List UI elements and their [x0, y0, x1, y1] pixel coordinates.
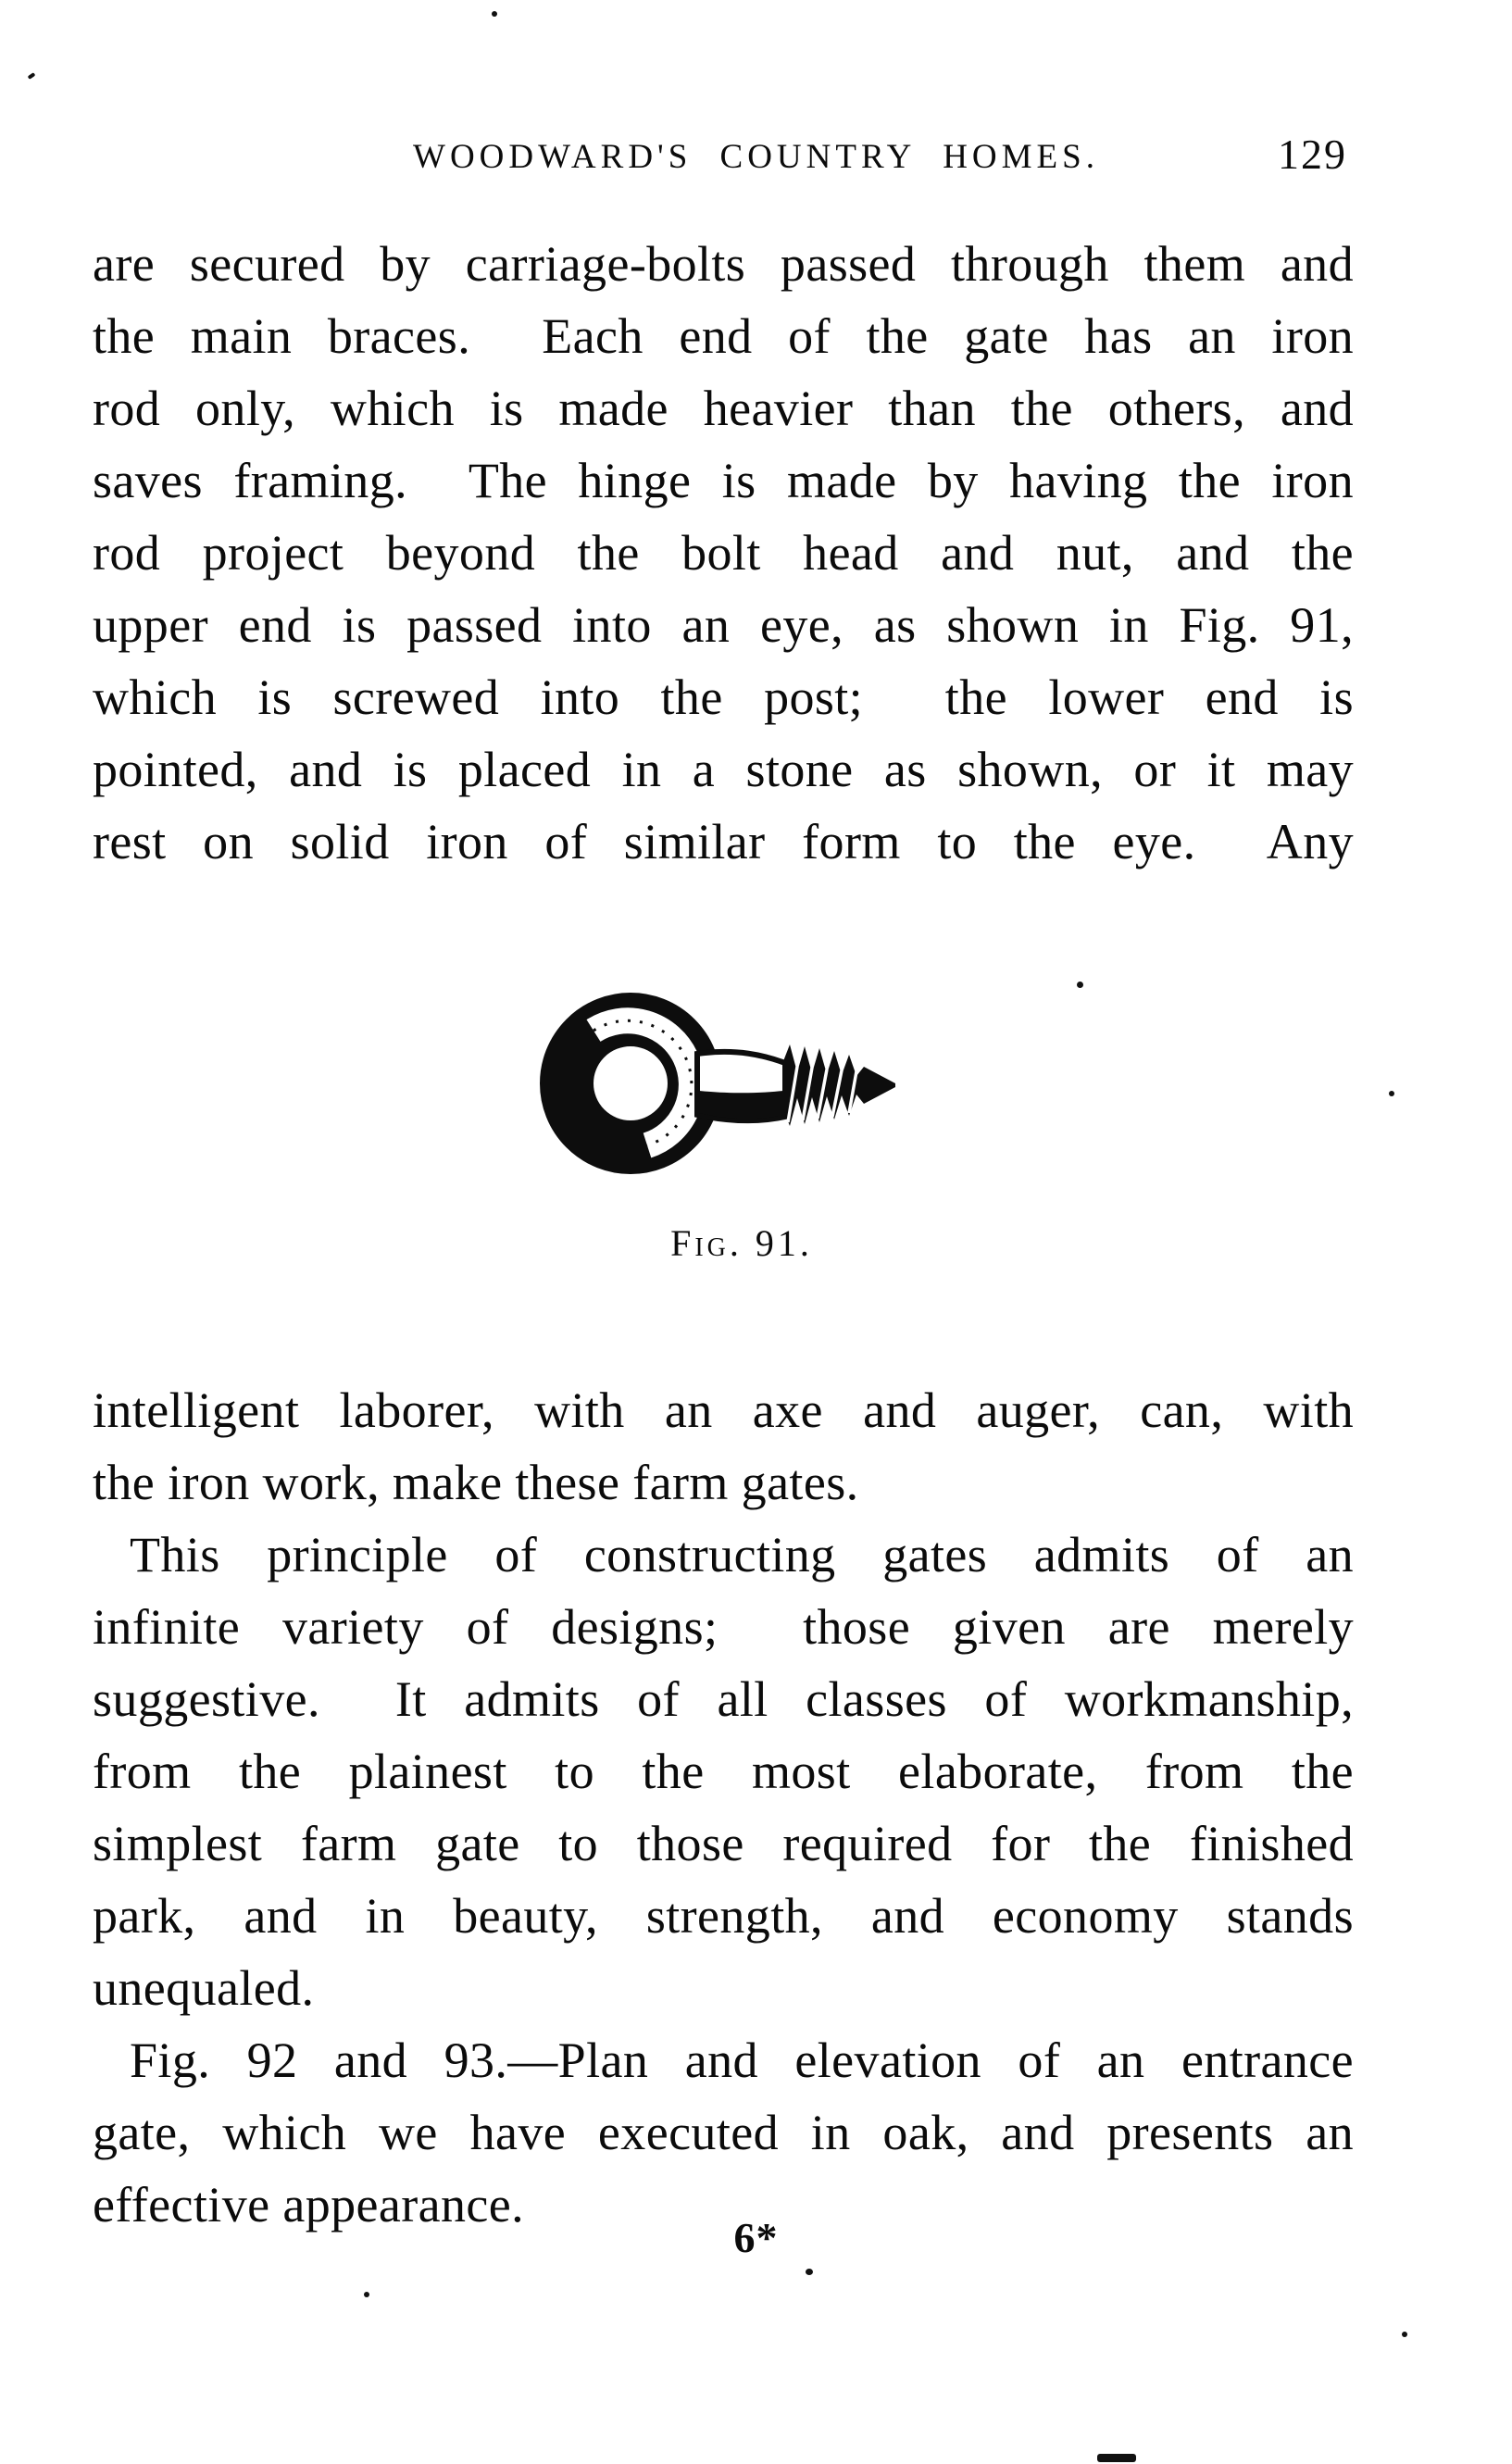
text-line: park, and in beauty, strength, and economy stands [93, 1888, 1354, 1944]
scan-speck [28, 72, 36, 80]
text-line: pointed, and is placed in a stone as shown, or it may [93, 742, 1354, 797]
figure [93, 982, 1354, 1280]
scan-speck [1402, 2332, 1407, 2337]
screw-eye-icon [538, 982, 908, 1185]
figure-caption: Fig. 91. [670, 1222, 813, 1264]
text-line: intelligent laborer, with an axe and auger, can, with [93, 1382, 1354, 1438]
text-line: rod project beyond the bolt head and nut, and the [93, 525, 1354, 581]
text-line: rest on solid iron of similar form to the eye. Any [93, 814, 1354, 869]
text-line: the iron work, make these farm gates. [93, 1455, 859, 1510]
text-line: are secured by carriage-bolts passed through them and [93, 236, 1354, 292]
scan-speck [1077, 982, 1083, 988]
scan-speck [492, 11, 497, 17]
text-line: unequaled. [93, 1960, 315, 2016]
paragraph [93, 1374, 1354, 1519]
text-line: from the plainest to the most elaborate, from the [93, 1744, 1354, 1799]
text-line: which is screwed into the post; the lower end is [93, 669, 1354, 725]
paragraph [93, 1519, 1354, 2024]
scan-speck [806, 2269, 813, 2275]
text-line: saves framing. The hinge is made by having the iron [93, 453, 1354, 508]
text-line: infinite variety of designs; those given are merely [93, 1599, 1354, 1655]
text-line: gate, which we have executed in oak, and presents an [93, 2105, 1354, 2160]
paragraph [93, 228, 1354, 878]
text-line: rod only, which is made heavier than the others, and [93, 381, 1354, 436]
chapter-end-signature: 6* [733, 2214, 779, 2261]
text-line: upper end is passed into an eye, as shown in Fig. 91, [93, 597, 1354, 653]
text-line: the main braces. Each end of the gate has an iron [93, 308, 1354, 364]
body-text [93, 228, 1354, 2241]
text-line: effective appearance. [93, 2177, 525, 2233]
scan-speck [1389, 1091, 1394, 1096]
page-number: 129 [1278, 131, 1347, 178]
text-line: simplest farm gate to those required for the finished [93, 1816, 1354, 1871]
scan-speck [1097, 2454, 1136, 2462]
running-head: WOODWARD'S COUNTRY HOMES. [413, 138, 1099, 176]
scan-speck [364, 2292, 369, 2297]
text-line: This principle of constructing gates admits of an [130, 1527, 1354, 1582]
text-line: suggestive. It admits of all classes of workmanship, [93, 1671, 1354, 1727]
text-line: Fig. 92 and 93.—Plan and elevation of an entrance [130, 2032, 1354, 2088]
paragraph [93, 2024, 1354, 2241]
